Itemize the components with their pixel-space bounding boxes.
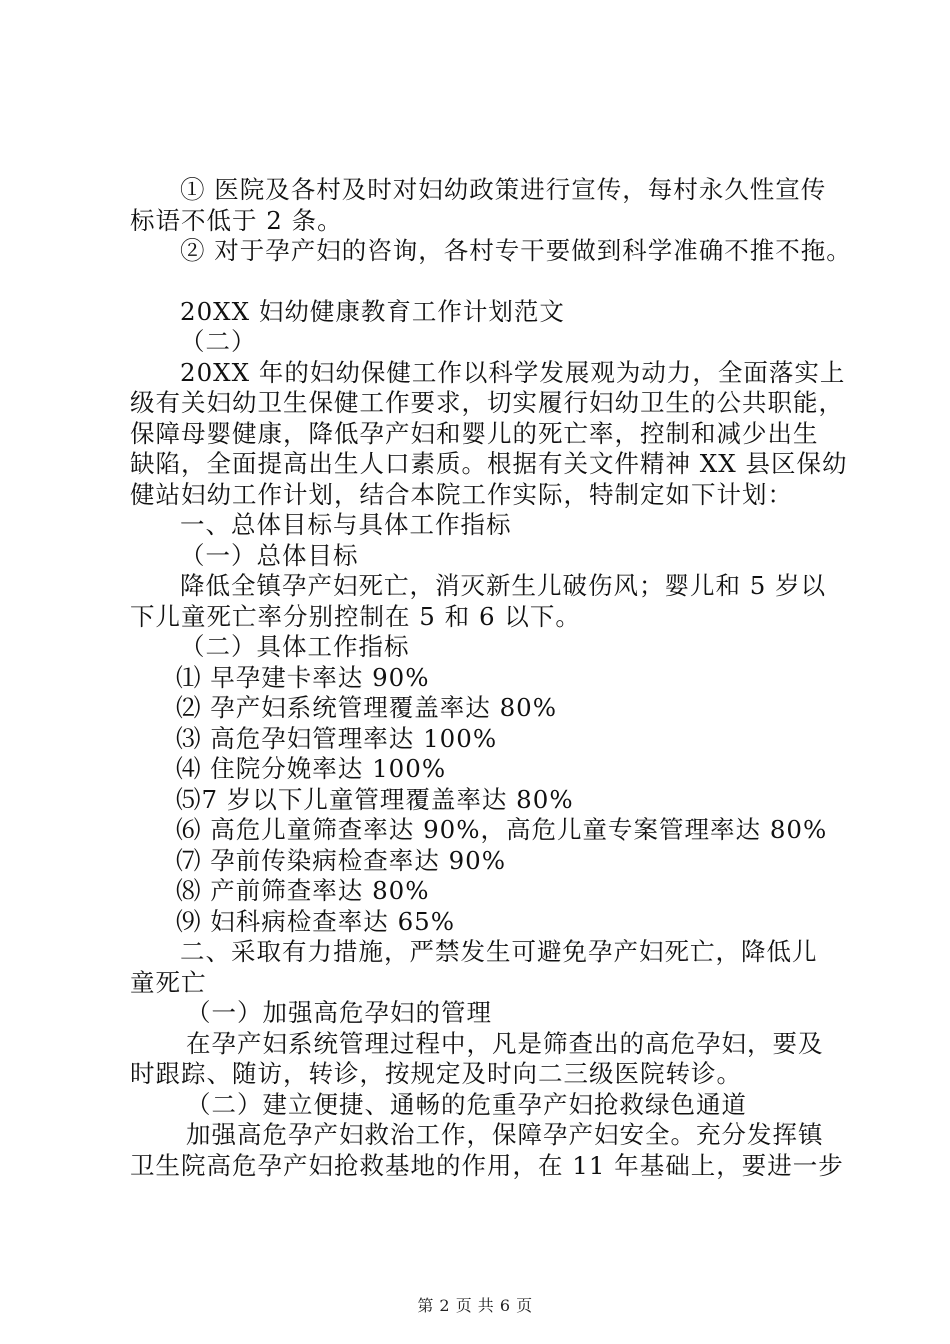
paragraph-gap (130, 267, 830, 297)
text-line: 保障母婴健康，降低孕产妇和婴儿的死亡率，控制和减少出生 (130, 418, 819, 448)
list-item: ⑶ 高危孕妇管理率达 100% (176, 723, 498, 753)
list-item: ⑵ 孕产妇系统管理覆盖率达 80% (176, 693, 558, 722)
text-line: 童死亡 (130, 967, 207, 997)
text-line: ① 医院及各村及时对妇幼政策进行宣传，每村永久性宣传 (180, 175, 827, 204)
text-line: 缺陷，全面提高出生人口素质。根据有关文件精神 XX 县区保幼 (130, 449, 848, 478)
text-line: 时跟踪、随访，转诊，按规定及时向二三级医院转诊。 (130, 1059, 742, 1088)
list-item: ⑹ 高危儿童筛查率达 90%，高危儿童专案管理率达 80% (176, 815, 828, 844)
text-line: （二）建立便捷、通畅的危重孕产妇抢救绿色通道 (186, 1089, 747, 1119)
text-line: 级有关妇幼卫生保健工作要求，切实履行妇幼卫生的公共职能， (130, 388, 844, 417)
text-line: 降低全镇孕产妇死亡，消灭新生儿破伤风；婴儿和 5 岁以 (180, 571, 827, 600)
text-line: 一、总体目标与具体工作指标 (180, 510, 512, 539)
list-item: ⑺ 孕前传染病检查率达 90% (176, 845, 507, 875)
text-line: （一）总体目标 (180, 540, 359, 570)
text-line: 在孕产妇系统管理过程中，凡是筛查出的高危孕妇，要及 (186, 1028, 824, 1058)
text-line: （二）具体工作指标 (180, 632, 410, 661)
page-number-footer: 第 2 页 共 6 页 (417, 1296, 533, 1315)
text-line: 下儿童死亡率分别控制在 5 和 6 以下。 (130, 601, 581, 631)
list-item: ⑸7 岁以下儿童管理覆盖率达 80% (176, 784, 574, 814)
list-item: ⑻ 产前筛查率达 80% (176, 876, 430, 905)
text-line: 卫生院高危孕产妇抢救基地的作用，在 11 年基础上，要进一步 (130, 1150, 844, 1180)
text-line: 20XX 年的妇幼保健工作以科学发展观为动力，全面落实上 (180, 357, 846, 387)
section-heading: 20XX 妇幼健康教育工作计划范文 (180, 296, 565, 326)
list-item: ⑼ 妇科病检查率达 65% (176, 906, 456, 936)
text-line: 标语不低于 2 条。 (130, 205, 343, 235)
list-item: ⑷ 住院分娩率达 100% (176, 754, 447, 783)
text-line: ② 对于孕产妇的咨询，各村专干要做到科学准确不推不拖。 (180, 236, 852, 265)
text-line: 加强高危孕产妇救治工作，保障孕产妇安全。充分发挥镇 (186, 1120, 824, 1149)
text-line: 健站妇幼工作计划，结合本院工作实际，特制定如下计划： (130, 479, 793, 509)
text-line: 二、采取有力措施，严禁发生可避免孕产妇死亡，降低儿 (180, 937, 818, 966)
list-item: ⑴ 早孕建卡率达 90% (176, 662, 430, 692)
text-line: （二） (180, 327, 257, 356)
text-line: （一）加强高危孕妇的管理 (186, 998, 492, 1027)
document-body (130, 175, 852, 1181)
